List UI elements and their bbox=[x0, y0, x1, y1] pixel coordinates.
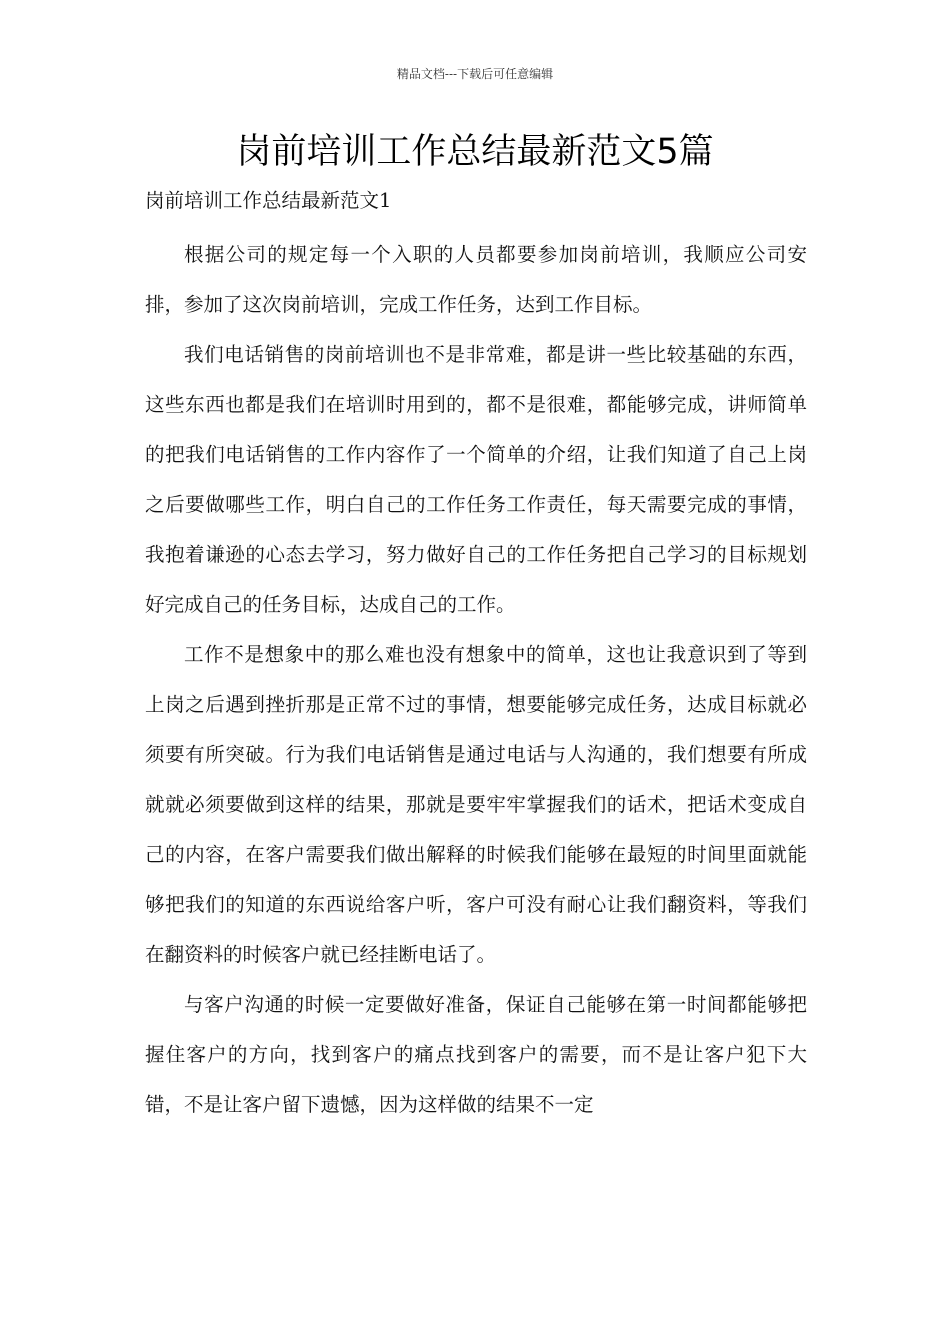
paragraph-1: 根据公司的规定每一个入职的人员都要参加岗前培训，我顺应公司安排，参加了这次岗前培训，完成工作任务，达到工作目标。 bbox=[145, 243, 807, 316]
document-title: 岗前培训工作总结最新范文5篇 bbox=[236, 132, 714, 172]
paragraph-2: 我们电话销售的岗前培训也不是非常难，都是讲一些比较基础的东西，这些东西也都是我们在培训时用到的，都不是很难，都能够完成，讲师简单的把我们电话销售的工作内容作了一个简单的介绍，让我们知道了自己上岗之后要做哪些工作，明白自己的工作任务工作责任，每天需要完成的事情，我抱着谦逊的心态去学习，努力做好自己的工作任务把自己学习的目标规划好完成自己的任务目标，达成自己的工作。 bbox=[145, 343, 807, 616]
header-note: 精品文档---下载后可任意编辑 bbox=[396, 67, 554, 81]
paragraph-3: 工作不是想象中的那么难也没有想象中的简单，这也让我意识到了等到上岗之后遇到挫折那是正常不过的事情，想要能够完成任务，达成目标就必须要有所突破。行为我们电话销售是通过电话与人沟通的，我们想要有所成就就必须要做到这样的结果，那就是要牢牢掌握我们的话术，把话术变成自己的内容，在客户需要我们做出解释的时候我们能够在最短的时间里面就能够把我们的知道的东西说给客户听，客户可没有耐心让我们翻资料，等我们在翻资料的时候客户就已经挂断电话了。 bbox=[145, 643, 807, 966]
paragraph-4: 与客户沟通的时候一定要做好准备，保证自己能够在第一时间都能够把握住客户的方向，找到客户的痛点找到客户的需要，而不是让客户犯下大错，不是让客户留下遗憾，因为这样做的结果不一定 bbox=[145, 993, 807, 1116]
section-subtitle: 岗前培训工作总结最新范文1 bbox=[145, 189, 392, 212]
body-text bbox=[145, 230, 807, 1130]
